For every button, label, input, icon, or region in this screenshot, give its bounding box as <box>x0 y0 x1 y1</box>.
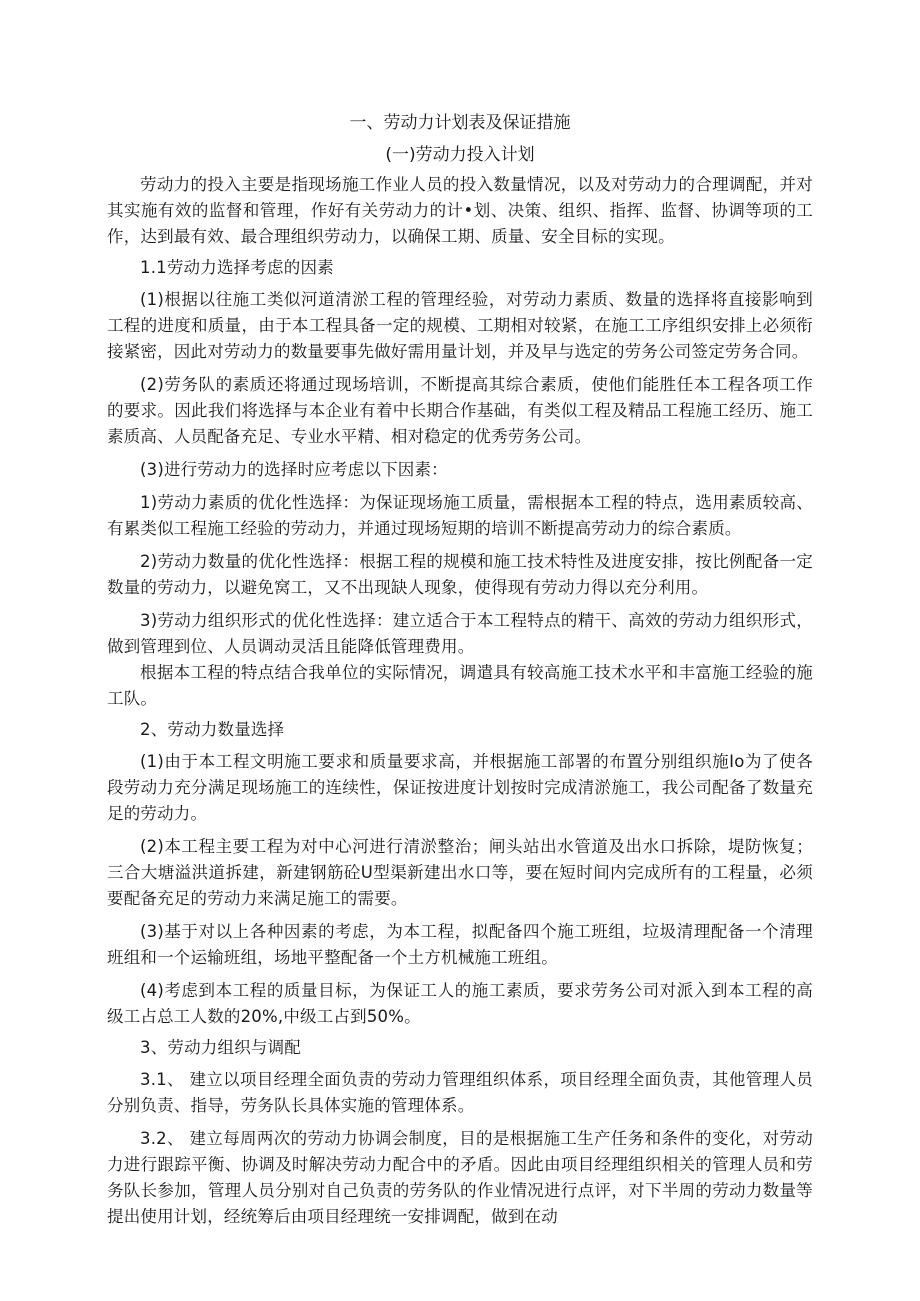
intro-paragraph: 劳动力的投入主要是指现场施工作业人员的投入数量情况，以及对劳动力的合理调配，并对其实施有效的监督和管理，作好有关劳动力的计•划、决策、组织、指挥、监督、协调等项的工作，达到最有效、最合理组织劳动力，以确保工期、质量、安全目标的实现。 <box>107 175 813 246</box>
section-1-item-1: 1)劳动力素质的优化性选择：为保证现场施工质量，需根据本工程的特点，选用素质较高、有累类似工程施工经验的劳动力，并通过现场短期的培训不断提高劳动力的综合素质。 <box>107 493 813 538</box>
section-1-item-3: 3)劳动力组织形式的优化性选择：建立适合于本工程特点的精干、高效的劳动力组织形式，做到管理到位、人员调动灵活且能降低管理费用。 <box>107 611 813 656</box>
section-2-paragraph-1: (1)由于本工程文明施工要求和质量要求高，并根据施工部署的布置分别组织施Io为了使各段劳动力充分满足现场施工的连续性，保证按进度计划按时完成清淤施工，我公司配备了数量充足的劳动力。 <box>107 752 813 823</box>
section-3-paragraph-2: 3.2、 建立每周两次的劳动力协调会制度，目的是根据施工生产任务和条件的变化，对劳动力进行跟踪平衡、协调及时解决劳动力配合中的矛盾。因此由项目经理组织相关的管理人员和劳务队长参加，管理人员分别对自己负责的劳务队的作业情况进行点评，对下半周的劳动力数量等提出使用计划，经统筹后由项目经理统一安排调配，做到在动 <box>107 1129 813 1226</box>
section-1-paragraph-3: (3)进行劳动力的选择时应考虑以下因素： <box>140 460 448 479</box>
section-3-paragraph-1: 3.1、 建立以项目经理全面负责的劳动力管理组织体系，项目经理全面负责，其他管理人员分别负责、指导，劳务队长具体实施的管理体系。 <box>107 1070 813 1115</box>
section-3-heading: 3、劳动力组织与调配 <box>140 1038 301 1057</box>
section-2-paragraph-2: (2)本工程主要工程为对中心河进行清淤整治；闸头站出水管道及出水口拆除，堤防恢复；三合大塘溢洪道拆建，新建钢筋砼U型渠新建出水口等，要在短时间内完成所有的工程量，必须要配备充足的劳动力来满足施工的需要。 <box>107 837 813 908</box>
document-body <box>107 110 813 1230</box>
document-subtitle: (一)劳动力投入计划 <box>385 145 535 165</box>
section-1-item-2: 2)劳动力数量的优化性选择：根据工程的规模和施工技术特性及进度安排，按比例配备一定数量的劳动力，以避免窝工，又不出现缺人现象，使得现有劳动力得以充分利用。 <box>107 552 813 597</box>
section-1-paragraph-4: 根据本工程的特点结合我单位的实际情况，调遣具有较高施工技术水平和丰富施工经验的施工队。 <box>107 663 813 708</box>
document-title: 一、劳动力计划表及保证措施 <box>349 113 571 133</box>
section-2-paragraph-4: (4)考虑到本工程的质量目标，为保证工人的施工素质，要求劳务公司对派入到本工程的高级工占总工人数的20%,中级工占到50%。 <box>107 981 813 1026</box>
section-1-paragraph-2: (2)劳务队的素质还将通过现场培训，不断提高其综合素质，使他们能胜任本工程各项工作的要求。因此我们将选择与本企业有着中长期合作基础，有类似工程及精品工程施工经历、施工素质高、人员配备充足、专业水平精、相对稳定的优秀劳务公司。 <box>107 375 813 446</box>
section-1-paragraph-1: (1)根据以往施工类似河道清淤工程的管理经验，对劳动力素质、数量的选择将直接影响到工程的进度和质量，由于本工程具备一定的规模、工期相对较紧，在施工工序组织安排上必须衔接紧密，因此对劳动力的数量要事先做好需用量计划，并及早与选定的劳务公司签定劳务合同。 <box>107 290 813 361</box>
section-2-heading: 2、劳动力数量选择 <box>140 720 285 739</box>
section-2-paragraph-3: (3)基于对以上各种因素的考虑，为本工程，拟配备四个施工班组，垃圾清理配备一个清理班组和一个运输班组，场地平整配备一个土方机械施工班组。 <box>107 922 813 967</box>
section-1-heading: 1.1劳动力选择考虑的因素 <box>140 258 334 277</box>
